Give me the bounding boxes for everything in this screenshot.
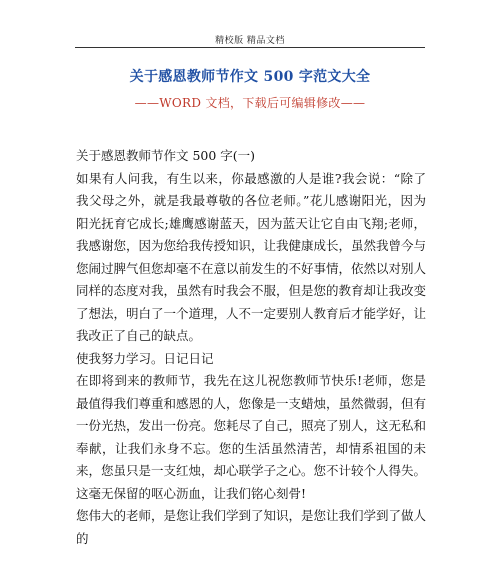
page-header: 精校版 精品文档 (215, 36, 285, 46)
paragraph-4: 您伟大的老师，是您让我们学到了知识，是您让我们学到了做人的 (76, 508, 427, 546)
section-heading: 关于感恩教师节作文 500 字(一) (76, 148, 256, 163)
header-divider (75, 47, 425, 48)
paragraph-2: 使我努力学习。日记日记 (76, 350, 214, 366)
paragraph-1: 如果有人问我，有生以来，你最感激的人是谁?我会说：“除了我父母之外，就是我最尊敬的各位老师。”花儿感谢阳光，因为阳光抚育它成长;雄鹰感谢蓝天，因为蓝天让它自由飞翔;老师，我感谢您，因为您给我传授知识，让我健康成长，虽然我曾今与您闹过脾气但您却毫不在意以前发生的不好事情，依然以对别人同样的态度对我，虽然有时我会不服，但是您的教育却让我改变了想法，明白了一个道理，人不一定要别人教育后才能学好，让我改正了自己的缺点。 (76, 170, 427, 343)
document-body (76, 145, 426, 550)
paragraph-3: 在即将到来的教师节，我先在这儿祝您教师节快乐!老师，您是最值得我们尊重和感恩的人，您像是一支蜡烛，虽然微弱，但有一份光热，发出一份亮。您耗尽了自己，照亮了别人，这无私和奉献，让我们永身不忘。您的生活虽然清苦，却情系祖国的未来，您虽只是一支红烛，却心联学子之心。您不计较个人得失。这毫无保留的呕心沥血，让我们铭心刻骨! (76, 373, 427, 501)
document-title: 关于感恩教师节作文 500 字范文大全 (129, 69, 371, 85)
document-subtitle: ——WORD 文档，下载后可编辑修改—— (134, 96, 366, 110)
